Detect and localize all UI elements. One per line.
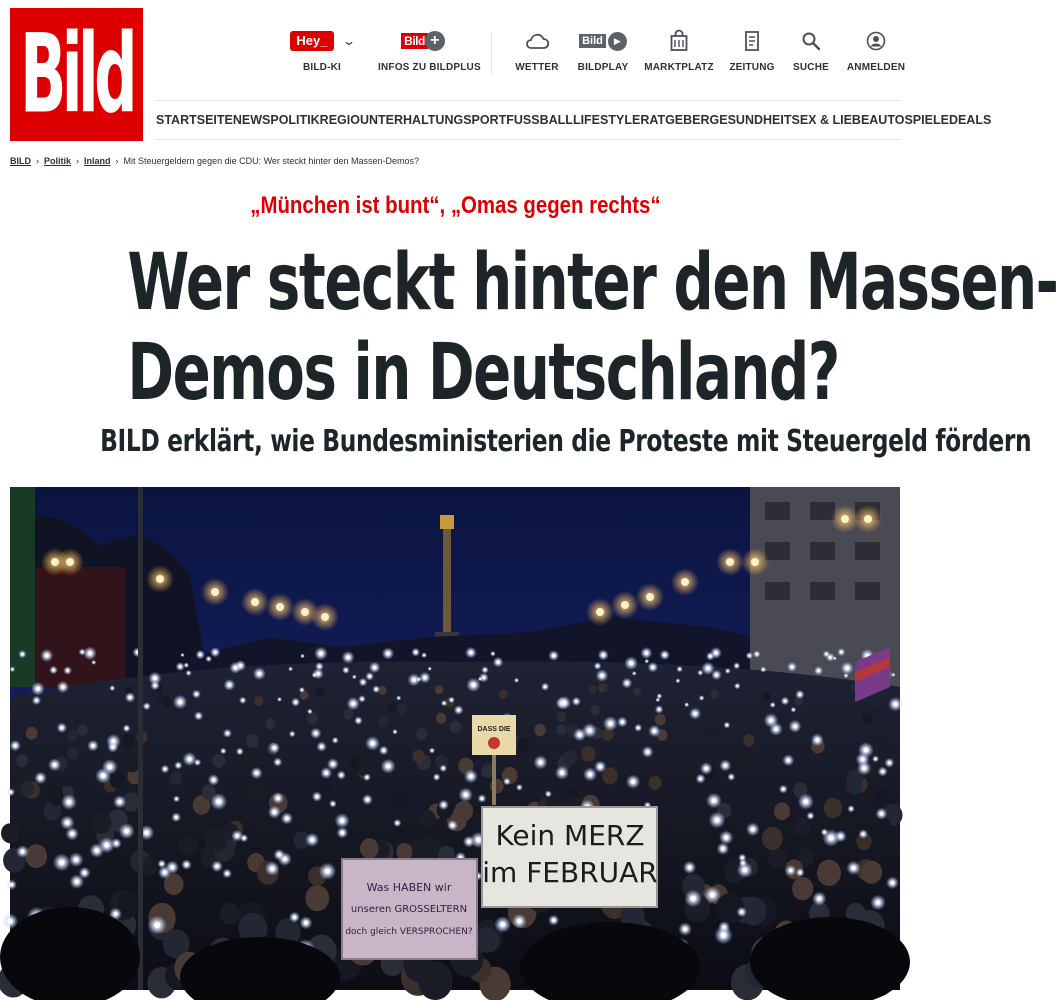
wetter-label: WETTER — [515, 62, 559, 73]
article-headline — [127, 238, 1058, 418]
nav-item-politik[interactable]: POLITIK — [270, 113, 320, 127]
breadcrumb-inland[interactable]: Inland — [84, 156, 111, 166]
hey-badge-icon: Hey_ ⌄ — [277, 28, 367, 54]
zeitung-label: ZEITUNG — [729, 62, 775, 73]
bildplay-label: BILDPLAY — [577, 62, 629, 73]
chevron-down-icon: ⌄ — [341, 34, 356, 48]
breadcrumb-current: Mit Steuergeldern gegen die CDU: Wer steckt hinter den Massen-Demos? — [123, 156, 419, 166]
bildplus-icon: Bild + — [378, 28, 468, 54]
sign-kein-merz-line1: Kein MERZ — [495, 819, 645, 852]
breadcrumb-separator: › — [76, 156, 80, 166]
nav-item-regio[interactable]: REGIO — [319, 113, 360, 127]
sign-grosseltern — [342, 859, 477, 959]
logo-text: Bild — [20, 10, 133, 138]
breadcrumb-bild[interactable]: BILD — [10, 156, 31, 166]
main-nav — [156, 100, 992, 140]
top-nav — [280, 28, 911, 78]
bildplus-info-label: INFOS ZU BILDPLUS — [378, 62, 481, 73]
marktplatz-label: MARKTPLATZ — [644, 62, 714, 73]
nav-item-news[interactable]: NEWS — [232, 113, 271, 127]
bildplus-info-button[interactable] — [378, 28, 481, 73]
article-subheadline: BILD erklärt, wie Bundesministerien die Proteste mit Steuergeld fördern — [100, 424, 1032, 459]
breadcrumb-separator: › — [36, 156, 39, 166]
anmelden-label: ANMELDEN — [846, 62, 906, 73]
hero-image[interactable] — [10, 487, 900, 990]
bild-logo[interactable] — [10, 8, 143, 141]
play-icon: Bild ▶ — [558, 28, 648, 54]
breadcrumb — [10, 156, 419, 166]
user-icon — [831, 28, 921, 54]
bild-ki-label: BILD-KI — [302, 62, 342, 73]
sign-kein-merz-line2: im FEBRUAR — [482, 856, 658, 889]
nav-item-lifestyle[interactable]: LIFESTYLE — [572, 113, 641, 127]
sign-dass-die-text: DASS DIE — [477, 726, 511, 733]
breadcrumb-separator: › — [115, 156, 119, 166]
sign-grosseltern-line1: Was HABEN wir — [366, 881, 452, 894]
article-kicker: „München ist bunt“, „Omas gegen rechts“ — [250, 192, 661, 219]
bild-ki-button[interactable] — [277, 28, 367, 73]
breadcrumb-politik[interactable]: Politik — [44, 156, 72, 166]
sign-grosseltern-line3: doch gleich VERSPROCHEN? — [345, 927, 473, 937]
nav-item-auto[interactable]: AUTO — [869, 113, 905, 127]
lamp-pole — [138, 487, 143, 990]
sign-grosseltern-line2: unseren GROSSELTERN — [350, 904, 468, 915]
nav-item-spiele[interactable]: SPIELE — [904, 113, 949, 127]
nav-item-sport[interactable]: SPORT — [463, 113, 507, 127]
suche-label: SUCHE — [792, 62, 829, 73]
sign-kein-merz — [482, 807, 658, 907]
building-left-red — [35, 567, 125, 687]
nav-item-gesundheit[interactable]: GESUNDHEIT — [709, 113, 792, 127]
nav-item-ratgeber[interactable]: RATGEBER — [640, 113, 710, 127]
anmelden-button[interactable] — [831, 28, 921, 73]
headline-line-2: Demos in Deutschland? — [127, 328, 839, 418]
nav-item-startseite[interactable]: STARTSEITE — [156, 113, 233, 127]
nav-item-unterhaltung[interactable]: UNTERHALTUNG — [359, 113, 464, 127]
nav-item-deals[interactable]: DEALS — [948, 113, 992, 127]
nav-item-fussball[interactable]: FUSSBALL — [506, 113, 573, 127]
nav-item-sex-liebe[interactable]: SEX & LIEBE — [791, 113, 870, 127]
headline-line-1: Wer steckt hinter den Massen- — [127, 238, 1058, 328]
